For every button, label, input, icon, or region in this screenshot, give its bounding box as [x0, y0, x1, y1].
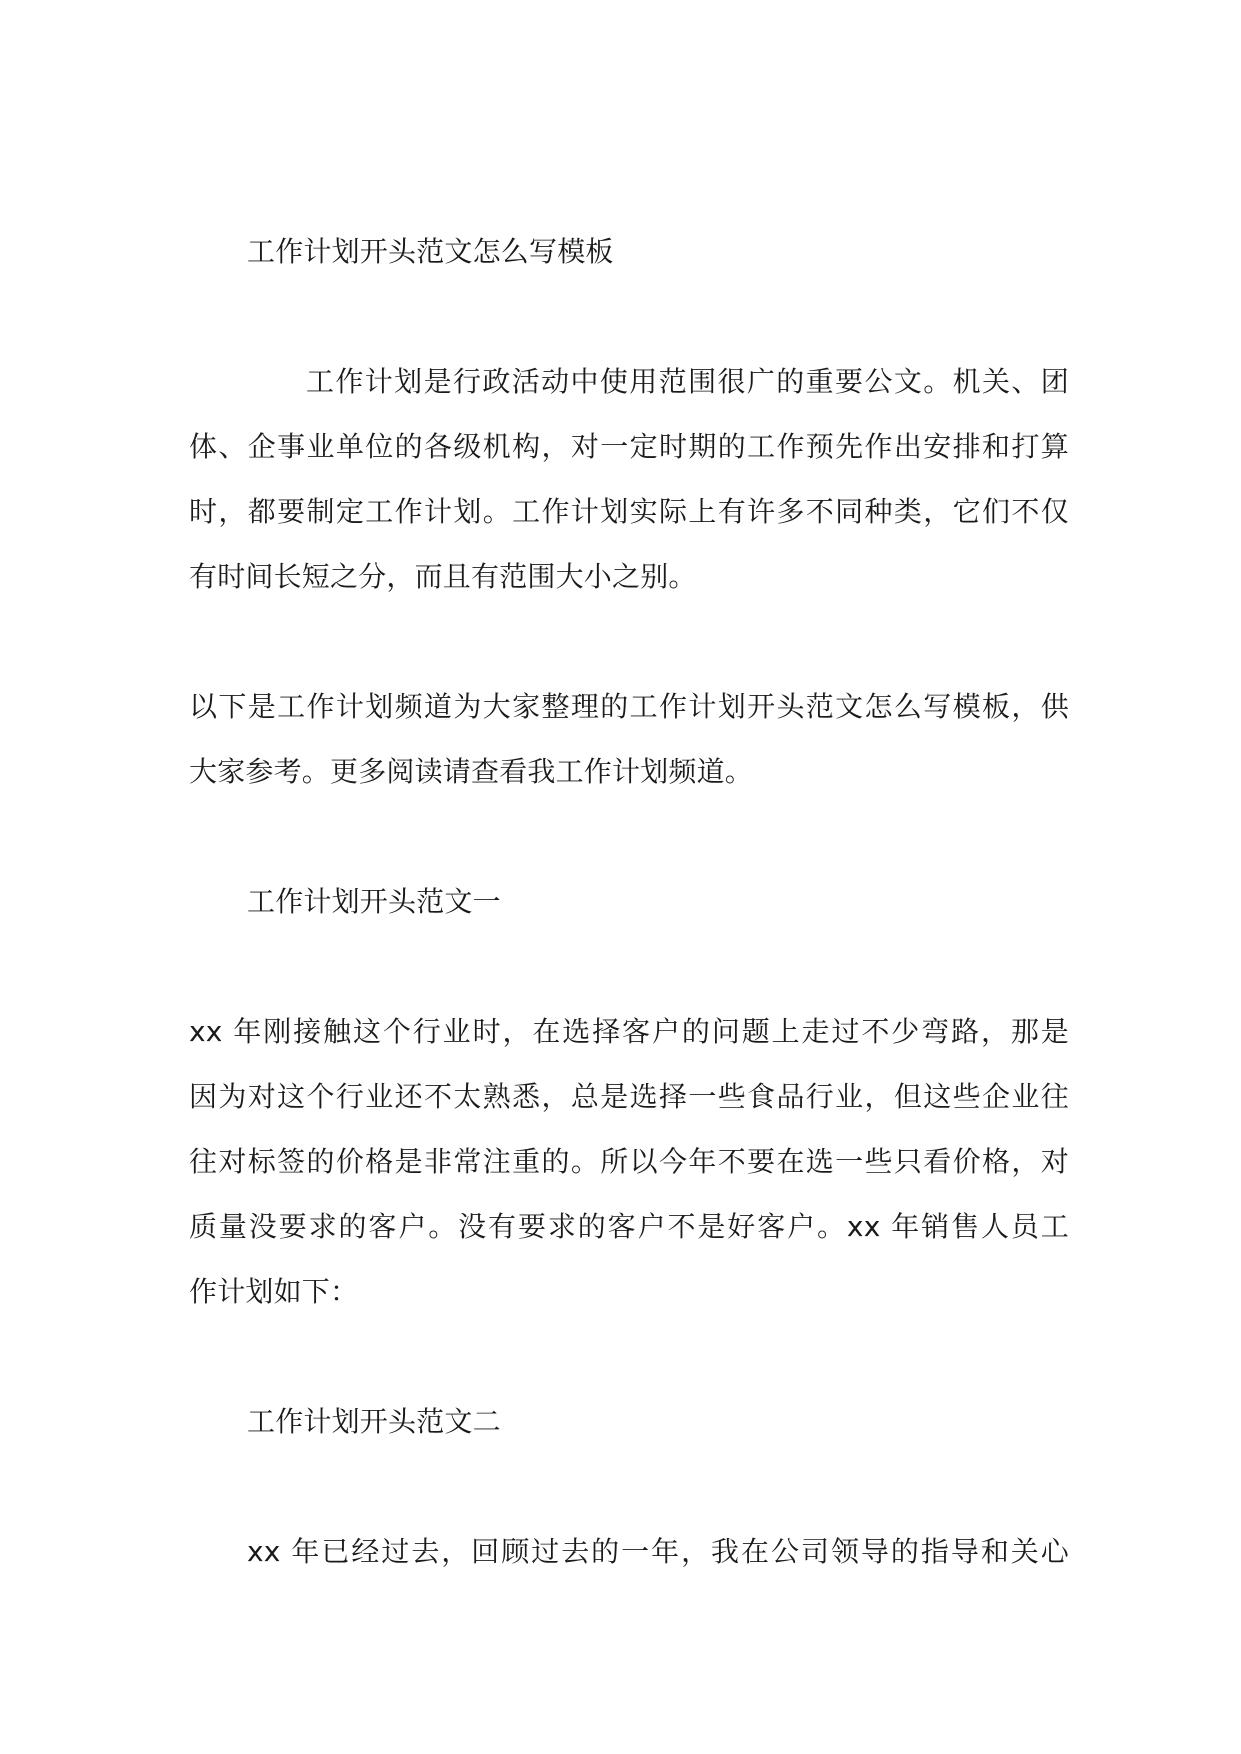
intro-line-3: 时，都要制定工作计划。工作计划实际上有许多不同种类，它们不仅	[189, 495, 1069, 528]
lead-line-2: 大家参考。更多阅读请查看我工作计划频道。	[189, 755, 754, 788]
lead-line-1: 以下是工作计划频道为大家整理的工作计划开头范文怎么写模板，供	[189, 690, 1069, 723]
intro-line-2: 体、企事业单位的各级机构，对一定时期的工作预先作出安排和打算	[189, 430, 1069, 463]
intro-line-4: 有时间长短之分，而且有范围大小之别。	[189, 560, 697, 593]
intro-line-1: 工作计划是行政活动中使用范围很广的重要公文。机关、团	[306, 365, 1069, 398]
section1-heading: 工作计划开头范文一	[247, 885, 501, 918]
document-title: 工作计划开头范文怎么写模板	[247, 235, 614, 268]
section1-line-4: 质量没要求的客户。没有要求的客户不是好客户。xx 年销售人员工	[189, 1210, 1069, 1243]
section2-heading: 工作计划开头范文二	[247, 1405, 501, 1438]
section1-line-3: 往对标签的价格是非常注重的。所以今年不要在选一些只看价格，对	[189, 1145, 1069, 1178]
section1-line-2: 因为对这个行业还不太熟悉，总是选择一些食品行业，但这些企业往	[189, 1080, 1069, 1113]
section2-line-1: xx 年已经过去，回顾过去的一年，我在公司领导的指导和关心	[247, 1535, 1069, 1568]
section1-line-5: 作计划如下：	[189, 1275, 359, 1308]
section1-line-1: xx 年刚接触这个行业时，在选择客户的问题上走过不少弯路，那是	[189, 1015, 1069, 1048]
